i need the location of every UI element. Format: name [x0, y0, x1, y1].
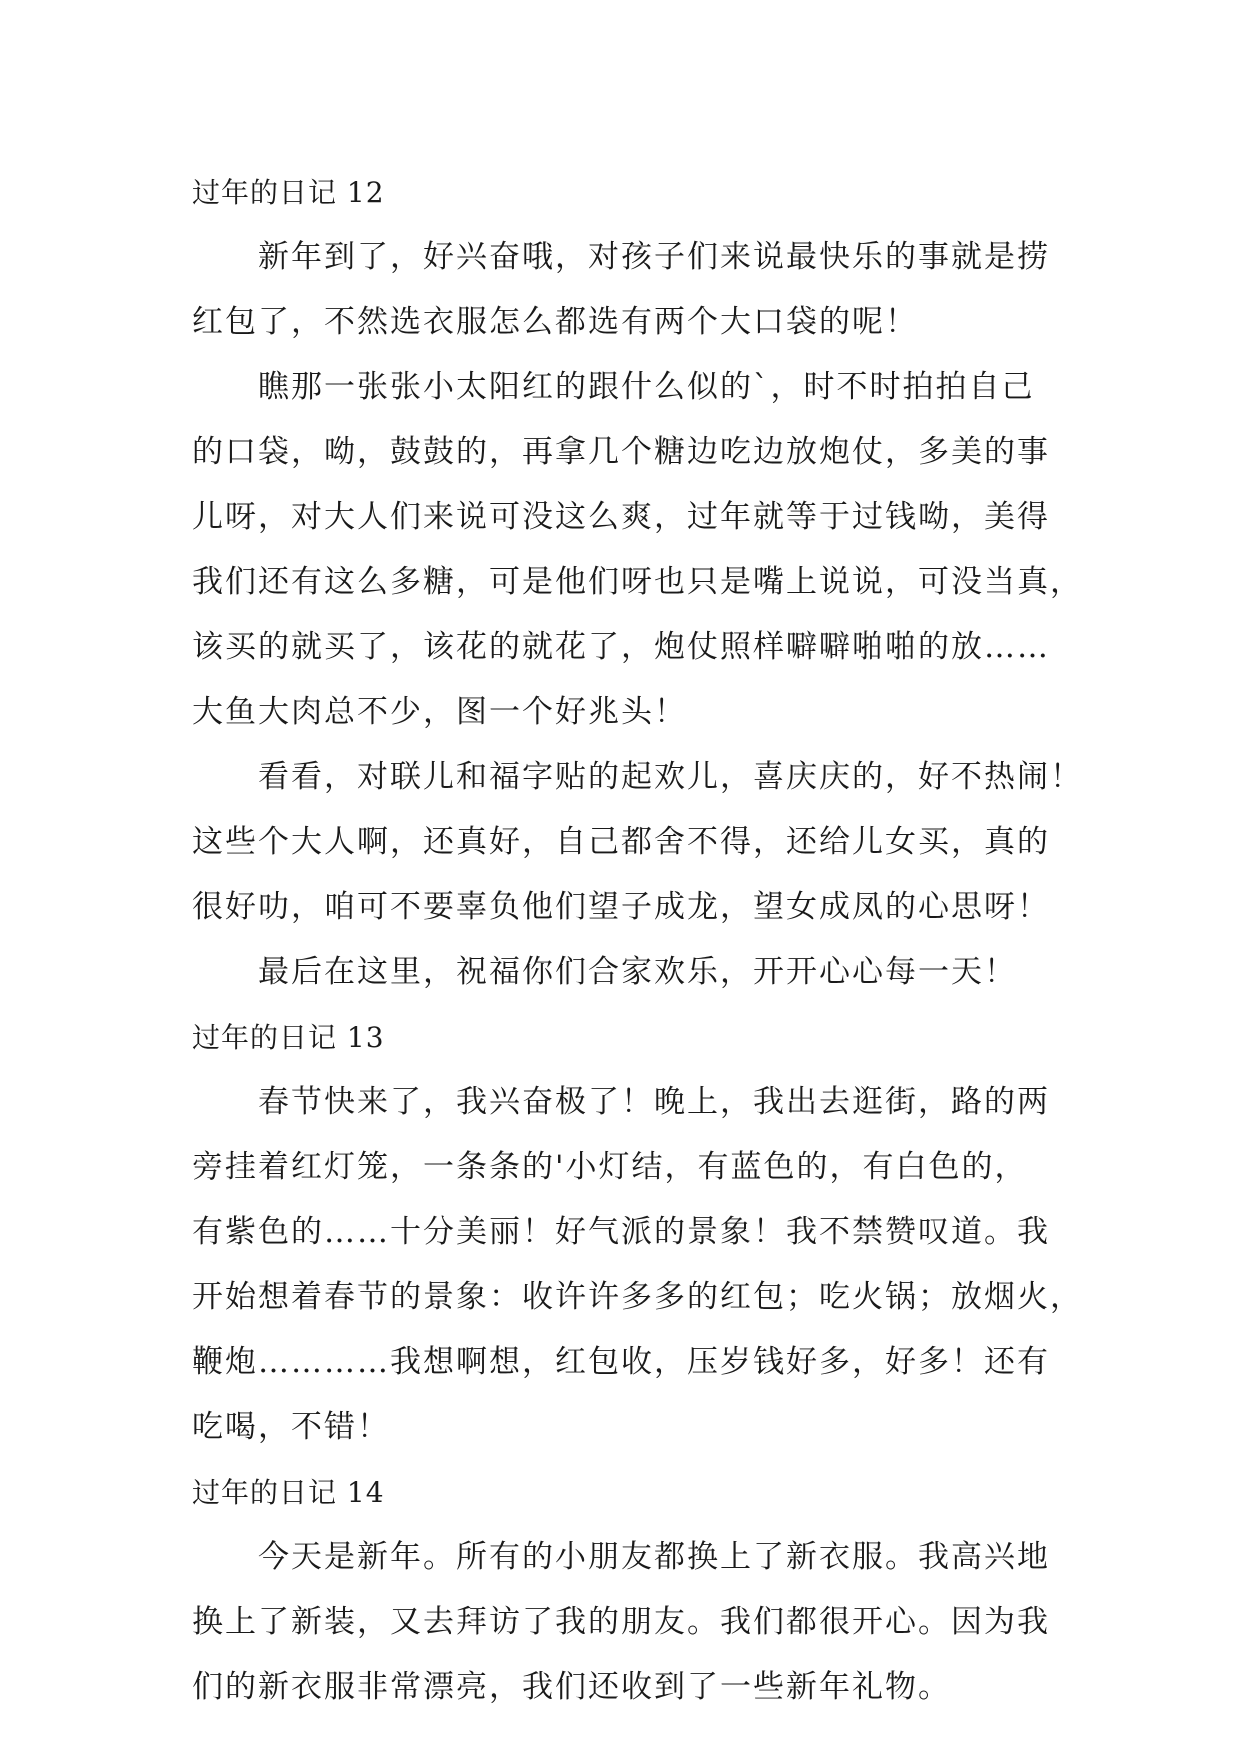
- text-line: 最后在这里，祝福你们合家欢乐，开开心心每一天！: [258, 954, 1017, 990]
- text-line: 红包了，不然选衣服怎么都选有两个大口袋的呢！: [192, 304, 918, 340]
- text-line: 这些个大人啊，还真好，自己都舍不得，还给儿女买，真的: [192, 824, 1050, 860]
- text-line: 的口袋，呦，鼓鼓的，再拿几个糖边吃边放炮仗，多美的事: [192, 434, 1050, 470]
- section-title: 过年的日记 12: [192, 176, 385, 209]
- document-page: [192, 160, 1083, 1720]
- section-title: 过年的日记 13: [192, 1021, 385, 1054]
- diary-section-14: [192, 1460, 1052, 1720]
- text-line: 很好叻，咱可不要辜负他们望子成龙，望女成凤的心思呀！: [192, 889, 1050, 925]
- text-line: 该买的就买了，该花的就花了，炮仗照样噼噼啪啪的放……: [192, 629, 1050, 665]
- text-line: 今天是新年。所有的小朋友都换上了新衣服。我高兴地: [258, 1539, 1050, 1575]
- text-line: 鞭炮…………我想啊想，红包收，压岁钱好多，好多！还有: [192, 1344, 1050, 1380]
- diary-section-12: [192, 160, 1083, 1005]
- text-line: 开始想着春节的景象：收许许多多的红包；吃火锅；放烟火，: [192, 1279, 1083, 1315]
- text-line: 大鱼大肉总不少，图一个好兆头！: [192, 694, 687, 730]
- text-line: 看看，对联儿和福字贴的起欢儿，喜庆庆的，好不热闹！: [258, 759, 1083, 795]
- section-title: 过年的日记 14: [192, 1476, 385, 1509]
- text-line: 春节快来了，我兴奋极了！晚上，我出去逛街，路的两: [258, 1084, 1050, 1120]
- text-line: 吃喝，不错！: [192, 1409, 390, 1445]
- text-line: 旁挂着红灯笼，一条条的'小灯结，有蓝色的，有白色的，: [192, 1149, 1028, 1185]
- text-line: 换上了新装，又去拜访了我的朋友。我们都很开心。因为我: [192, 1604, 1050, 1640]
- text-line: 们的新衣服非常漂亮，我们还收到了一些新年礼物。: [192, 1669, 951, 1705]
- text-line: 有紫色的……十分美丽！好气派的景象！我不禁赞叹道。我: [192, 1214, 1050, 1250]
- text-line: 瞧那一张张小太阳红的跟什么似的`，时不时拍拍自己: [258, 369, 1035, 405]
- text-line: 我们还有这么多糖，可是他们呀也只是嘴上说说，可没当真，: [192, 564, 1083, 600]
- text-line: 儿呀，对大人们来说可没这么爽，过年就等于过钱呦，美得: [192, 499, 1050, 535]
- text-line: 新年到了，好兴奋哦，对孩子们来说最快乐的事就是捞: [258, 239, 1050, 275]
- diary-section-13: [192, 1005, 1083, 1460]
